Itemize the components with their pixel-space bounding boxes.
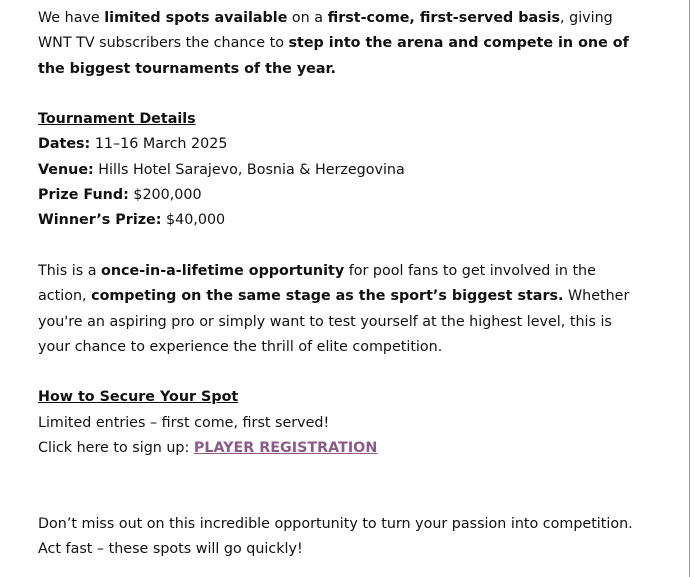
- intro-bold-1: limited spots available: [104, 10, 288, 26]
- intro-text-3: , giving WNT TV subscribers the chance to: [38, 10, 613, 52]
- detail-value: $200,000: [128, 187, 202, 204]
- opportunity-text-1: This is a: [38, 262, 102, 279]
- detail-value: 11–16 March 2025: [90, 136, 228, 153]
- detail-dates: [38, 132, 638, 157]
- detail-winners-prize: [38, 208, 638, 233]
- opportunity-text-3: Whether you're an aspiring pro or simply want to test yourself at the highest level, this is your chance to experience the thrill of elite competition.: [38, 288, 630, 355]
- opportunity-bold-1: once-in-a-lifetime opportunity: [101, 262, 345, 279]
- detail-label: Venue:: [38, 161, 94, 178]
- intro-bold-3: step into the arena and compete in one of the biggest tournaments of the year.: [38, 35, 629, 77]
- email-content: [38, 6, 638, 563]
- signup-prefix: Click here to sign up:: [38, 440, 194, 457]
- intro-text-2: on a: [287, 10, 328, 26]
- tournament-details-heading: Tournament Details: [38, 111, 196, 128]
- detail-label: Prize Fund:: [38, 187, 129, 204]
- detail-venue: [38, 158, 638, 183]
- opportunity-paragraph: [38, 259, 638, 360]
- detail-label: Winner’s Prize:: [38, 212, 162, 229]
- detail-label: Dates:: [38, 136, 91, 153]
- detail-prize-fund: [38, 183, 638, 208]
- signup-line: [38, 436, 638, 461]
- opportunity-text-2: for pool fans to get involved in the action,: [38, 262, 596, 305]
- closing-paragraph: Don’t miss out on this incredible opportunity to turn your passion into competition. Act fast – these spots will go quickly!: [38, 515, 633, 558]
- detail-value: Hills Hotel Sarajevo, Bosnia & Herzegovina: [93, 161, 405, 178]
- opportunity-bold-2: competing on the same stage as the sport’s biggest stars.: [91, 288, 564, 305]
- spacer: [38, 82, 638, 107]
- spacer: [38, 360, 638, 385]
- player-registration-link[interactable]: PLAYER REGISTRATION: [193, 440, 378, 457]
- intro-bold-2: first-come, first-served basis: [327, 10, 561, 26]
- spacer: [38, 461, 638, 512]
- secure-spot-heading: How to Secure Your Spot: [38, 389, 239, 406]
- intro-text-1: We have: [38, 10, 105, 26]
- limited-entries-line: Limited entries – first come, first served!: [38, 414, 330, 431]
- spacer: [38, 234, 638, 259]
- intro-paragraph: [38, 6, 638, 82]
- detail-value: $40,000: [161, 212, 226, 229]
